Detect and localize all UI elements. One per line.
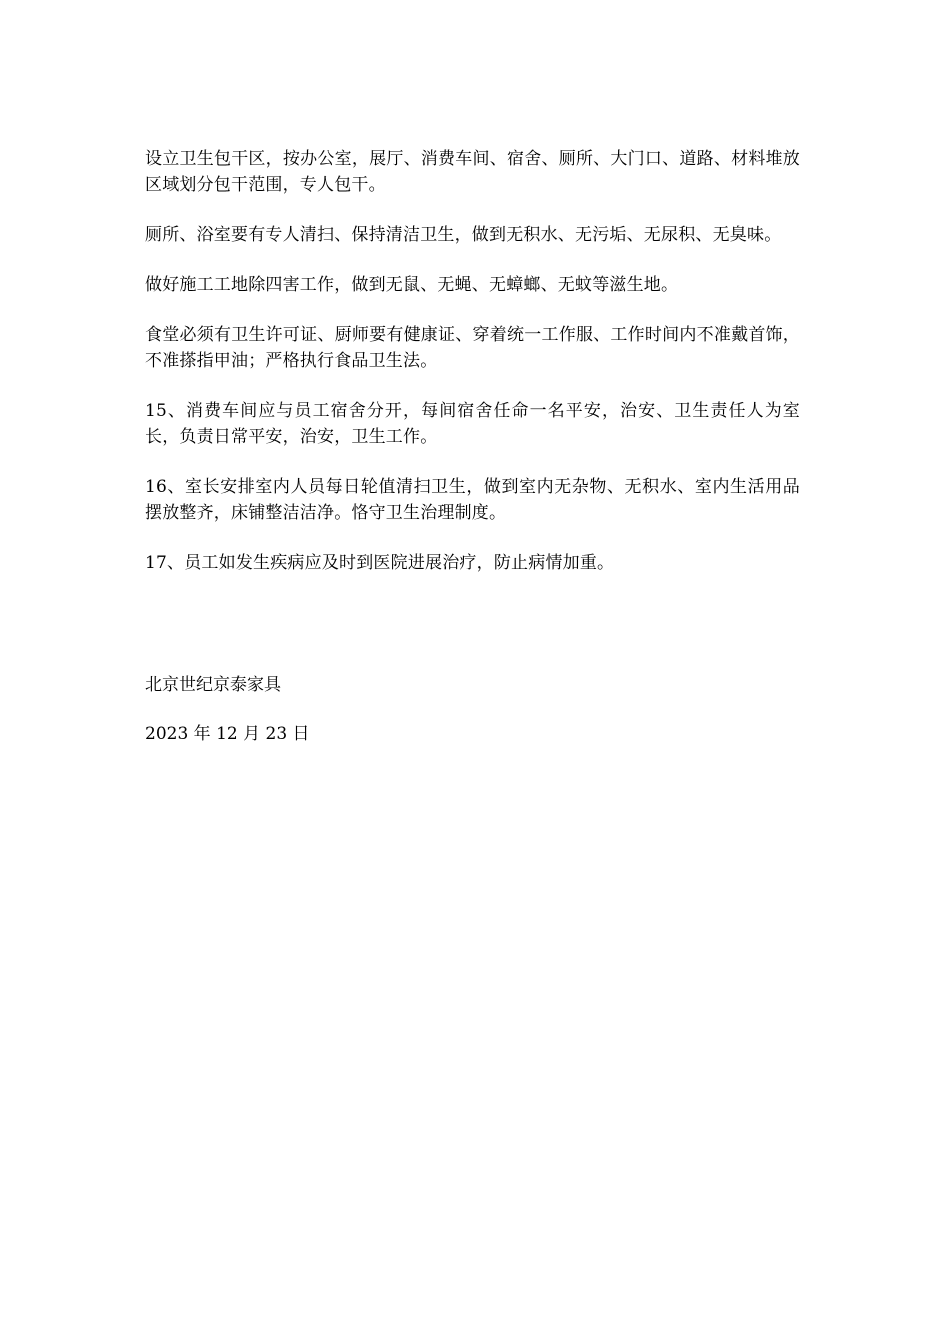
paragraph-item-17: 17、员工如发生疾病应及时到医院进展治疗，防止病情加重。 xyxy=(145,553,615,573)
paragraph-toilet-cleaning: 厕所、浴室要有专人清扫、保持清洁卫生，做到无积水、无污垢、无尿积、无臭味。 xyxy=(145,225,782,245)
signature-block xyxy=(145,672,800,770)
paragraph-pest-control: 做好施工工地除四害工作，做到无鼠、无蝇、无蟑螂、无蚊等滋生地。 xyxy=(145,275,679,295)
document-body xyxy=(145,146,800,600)
paragraph-hygiene-zones: 设立卫生包干区，按办公室，展厅、消费车间、宿舍、厕所、大门口、道路、材料堆放区域划分包干范围，专人包干。 xyxy=(145,149,800,195)
signature-organization: 北京世纪京泰家具 xyxy=(145,675,281,695)
signature-date: 2023 年 12 月 23 日 xyxy=(145,724,310,744)
paragraph-item-15: 15、消费车间应与员工宿舍分开，每间宿舍任命一名平安，治安、卫生责任人为室长，负责日常平安，治安，卫生工作。 xyxy=(145,401,800,447)
paragraph-canteen-rules: 食堂必须有卫生许可证、厨师要有健康证、穿着统一工作服、工作时间内不准戴首饰，不准搽指甲油；严格执行食品卫生法。 xyxy=(145,325,800,371)
paragraph-item-16: 16、室长安排室内人员每日轮值清扫卫生，做到室内无杂物、无积水、室内生活用品摆放整齐，床铺整洁洁净。恪守卫生治理制度。 xyxy=(145,477,800,523)
